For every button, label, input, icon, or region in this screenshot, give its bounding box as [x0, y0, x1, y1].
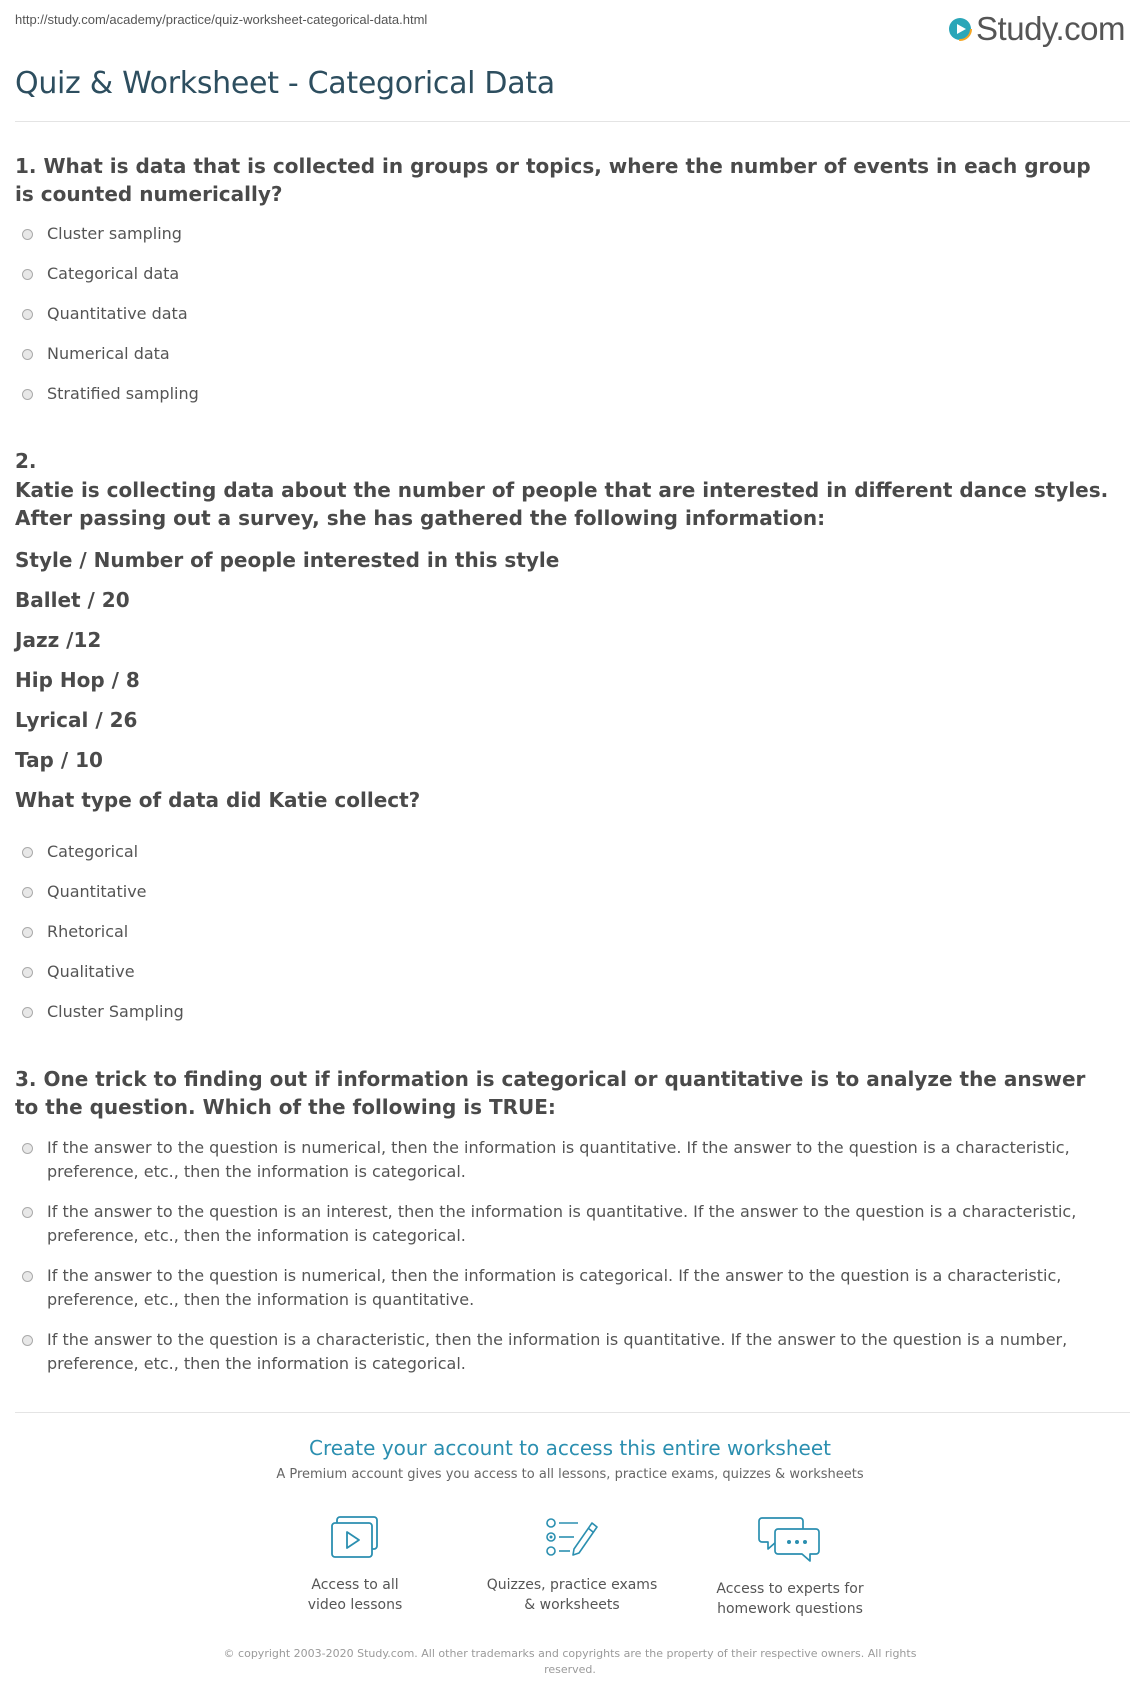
answer-option[interactable]: [22, 1264, 1127, 1312]
feature-label: [255, 1575, 455, 1615]
option-label: Cluster Sampling: [47, 1002, 184, 1021]
option-label: Quantitative: [47, 882, 147, 901]
radio-button[interactable]: [22, 309, 33, 320]
answer-option[interactable]: [22, 1136, 1127, 1184]
play-logo-icon: [948, 17, 972, 41]
feature-label: [690, 1579, 890, 1619]
question-3-options: [22, 1136, 1127, 1376]
answer-option[interactable]: [22, 840, 1127, 864]
question-2-options: [22, 840, 1127, 1024]
feature-label-line: Access to experts for: [716, 1581, 864, 1597]
chat-bubbles-icon: [758, 1515, 822, 1565]
question-2-line: Hip Hop / 8: [15, 668, 140, 692]
create-account-link[interactable]: Create your account to access this entire worksheet: [309, 1436, 831, 1460]
radio-button[interactable]: [22, 349, 33, 360]
question-2-number: 2.: [15, 449, 37, 473]
option-label: If the answer to the question is numerical, then the information is quantitative. If the answer to the question is a characteristic, preference, etc., then the information is categorical.: [47, 1138, 1070, 1181]
radio-button[interactable]: [22, 967, 33, 978]
question-2-line: Lyrical / 26: [15, 708, 138, 732]
feature-label-line: homework questions: [717, 1601, 863, 1617]
radio-button[interactable]: [22, 229, 33, 240]
answer-option[interactable]: [22, 262, 1127, 286]
option-label: Rhetorical: [47, 922, 129, 941]
answer-option[interactable]: [22, 342, 1127, 366]
option-label: If the answer to the question is a characteristic, then the information is quantitative. If the answer to the question is a number, preference, etc., then the information is categorical.: [47, 1330, 1068, 1373]
page-url: http://study.com/academy/practice/quiz-worksheet-categorical-data.html: [15, 12, 428, 27]
question-2-line: Jazz /12: [15, 628, 102, 652]
feature-label-line: Quizzes, practice exams: [486, 1577, 658, 1593]
answer-option[interactable]: [22, 880, 1127, 904]
answer-option[interactable]: [22, 1000, 1127, 1024]
cta-divider: [15, 1412, 1130, 1413]
logo-text: Study.com: [976, 10, 1125, 47]
video-lessons-icon: [328, 1515, 382, 1561]
option-label: Cluster sampling: [47, 224, 182, 243]
copyright-notice: [215, 1646, 925, 1678]
page-title: Quiz & Worksheet - Categorical Data: [15, 66, 555, 101]
answer-option[interactable]: [22, 960, 1127, 984]
question-2-text: Katie is collecting data about the number of people that are interested in different dance styles. After passing out a survey, she has gathered the following information:: [15, 478, 1109, 530]
title-divider: [15, 121, 1130, 122]
answer-option[interactable]: [22, 920, 1127, 944]
option-label: Quantitative data: [47, 304, 188, 323]
feature-video-lessons: [255, 1515, 455, 1615]
radio-button[interactable]: [22, 927, 33, 938]
question-1-text: 1. What is data that is collected in groups or topics, where the number of events in each group is counted numerically?: [15, 154, 1091, 206]
radio-button[interactable]: [22, 1007, 33, 1018]
copyright-line: © copyright 2003-2020 Study.com. All other trademarks and copyrights are the property of their respective owners. All rights: [223, 1647, 917, 1660]
quiz-checklist-icon: [544, 1515, 600, 1561]
study-logo[interactable]: [948, 9, 1125, 49]
radio-button[interactable]: [22, 1143, 33, 1154]
option-label: Stratified sampling: [47, 384, 199, 403]
question-1-options: [22, 222, 1127, 406]
option-label: Numerical data: [47, 344, 170, 363]
question-3-text: 3. One trick to finding out if information is categorical or quantitative is to analyze the answer to the question. Which of the following is TRUE:: [15, 1067, 1086, 1119]
feature-quizzes: [472, 1515, 672, 1615]
option-label: Qualitative: [47, 962, 135, 981]
radio-button[interactable]: [22, 269, 33, 280]
question-2-prompt: What type of data did Katie collect?: [15, 788, 421, 812]
radio-button[interactable]: [22, 1207, 33, 1218]
question-2-line: Style / Number of people interested in this style: [15, 548, 560, 572]
copyright-line: reserved.: [544, 1663, 596, 1676]
option-label: Categorical: [47, 842, 139, 861]
option-label: If the answer to the question is numerical, then the information is categorical. If the answer to the question is a characteristic, preference, etc., then the information is quantitative.: [47, 1266, 1062, 1309]
feature-experts: [690, 1515, 890, 1619]
radio-button[interactable]: [22, 847, 33, 858]
cta-subtitle: A Premium account gives you access to all lessons, practice exams, quizzes & worksheets: [276, 1467, 864, 1482]
option-label: If the answer to the question is an interest, then the information is quantitative. If the answer to the question is a characteristic, preference, etc., then the information is categorical.: [47, 1202, 1077, 1245]
answer-option[interactable]: [22, 382, 1127, 406]
feature-label-line: Access to all: [311, 1577, 399, 1593]
radio-button[interactable]: [22, 1335, 33, 1346]
answer-option[interactable]: [22, 302, 1127, 326]
question-2-line: Ballet / 20: [15, 588, 130, 612]
feature-label: [472, 1575, 672, 1615]
answer-option[interactable]: [22, 1200, 1127, 1248]
top-bar: [15, 9, 1125, 49]
radio-button[interactable]: [22, 1271, 33, 1282]
option-label: Categorical data: [47, 264, 180, 283]
radio-button[interactable]: [22, 887, 33, 898]
answer-option[interactable]: [22, 222, 1127, 246]
answer-option[interactable]: [22, 1328, 1127, 1376]
feature-label-line: video lessons: [307, 1597, 403, 1613]
radio-button[interactable]: [22, 389, 33, 400]
feature-label-line: & worksheets: [524, 1597, 620, 1613]
question-2-line: Tap / 10: [15, 748, 103, 772]
